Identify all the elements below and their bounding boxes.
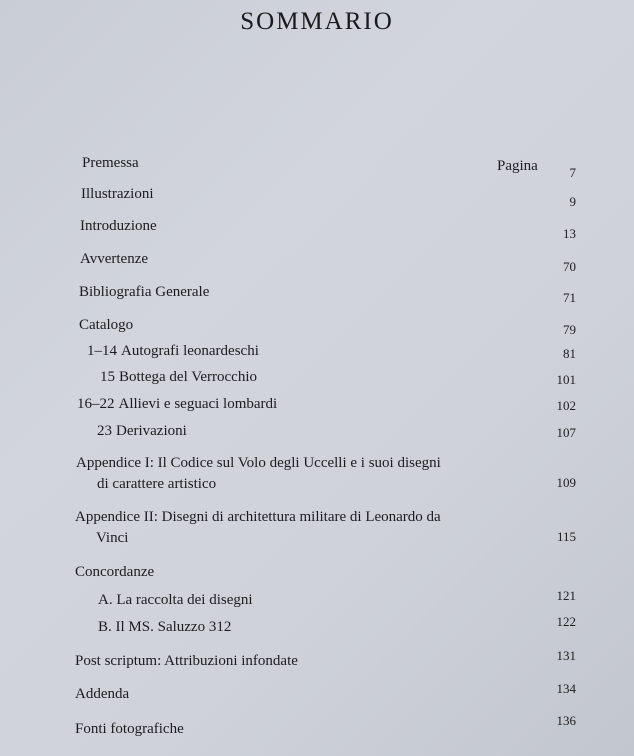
toc-page-premessa: 7	[569, 165, 576, 180]
toc-entry-label: Autografi leonardeschi	[121, 343, 259, 359]
toc-page-catalogo: 79	[563, 322, 576, 337]
toc-entry-illustrazioni: Illustrazioni	[81, 186, 154, 202]
toc-entry-raccolta: A. La raccolta dei disegni	[98, 592, 253, 608]
toc-entry-derivazioni	[97, 423, 187, 440]
toc-page-appendice-1: 109	[556, 475, 576, 490]
toc-entry-index: 23	[97, 423, 112, 439]
toc-entry-fonti: Fonti fotografiche	[75, 721, 184, 737]
toc-entry-concordanze: Concordanze	[75, 564, 155, 580]
toc-entry-avvertenze: Avvertenze	[80, 251, 149, 267]
toc-entry-catalogo: Catalogo	[79, 317, 134, 333]
toc-entry-index: 1–14	[87, 343, 117, 359]
toc-entry-bibliografia: Bibliografia Generale	[79, 284, 210, 300]
toc-entry-introduzione: Introduzione	[80, 218, 157, 234]
toc-entry-index: 16–22	[77, 396, 115, 412]
toc-page-bottega: 101	[556, 372, 576, 387]
toc-page-avvertenze: 70	[563, 259, 576, 274]
page-column-label: Pagina	[497, 158, 538, 174]
toc-page-raccolta: 121	[556, 588, 576, 603]
toc-entry-label: Allievi e seguaci lombardi	[118, 396, 278, 412]
toc-page-illustrazioni: 9	[569, 194, 576, 209]
toc-entry-index: 15	[100, 369, 115, 385]
toc-page-post-scriptum: 131	[556, 648, 576, 663]
toc-entry-appendice-2: Appendice II: Disegni di architettura militare di Leonardo da	[75, 509, 441, 525]
page-title: SOMMARIO	[240, 8, 394, 35]
toc-page-addenda: 134	[556, 681, 576, 696]
toc-entry-premessa: Premessa	[82, 155, 139, 171]
toc-page-autografi: 81	[563, 346, 576, 361]
toc-page-appendice-2: 115	[556, 529, 576, 544]
toc-page-fonti: 136	[556, 713, 576, 728]
toc-page-allievi: 102	[556, 398, 576, 413]
toc-entry-bottega	[100, 369, 257, 386]
toc-entry-post-scriptum: Post scriptum: Attribuzioni infondate	[75, 653, 298, 669]
toc-entry-saluzzo: B. Il MS. Saluzzo 312	[98, 619, 232, 635]
toc-page-introduzione: 13	[563, 226, 576, 241]
toc-entry-label: Bottega del Verrocchio	[119, 369, 258, 385]
toc-entry-appendice-1-cont: di carattere artistico	[97, 476, 217, 492]
toc-entry-allievi	[77, 396, 277, 413]
toc-entry-autografi	[87, 343, 259, 360]
toc-entry-label: Derivazioni	[116, 423, 187, 439]
toc-page-saluzzo: 122	[556, 614, 576, 629]
toc-page-bibliografia: 71	[563, 290, 576, 305]
toc-entry-appendice-2-cont: Vinci	[96, 530, 129, 546]
toc-entry-addenda: Addenda	[75, 686, 130, 702]
toc-entry-appendice-1: Appendice I: Il Codice sul Volo degli Uccelli e i suoi disegni	[76, 455, 441, 471]
toc-page-derivazioni: 107	[556, 425, 576, 440]
